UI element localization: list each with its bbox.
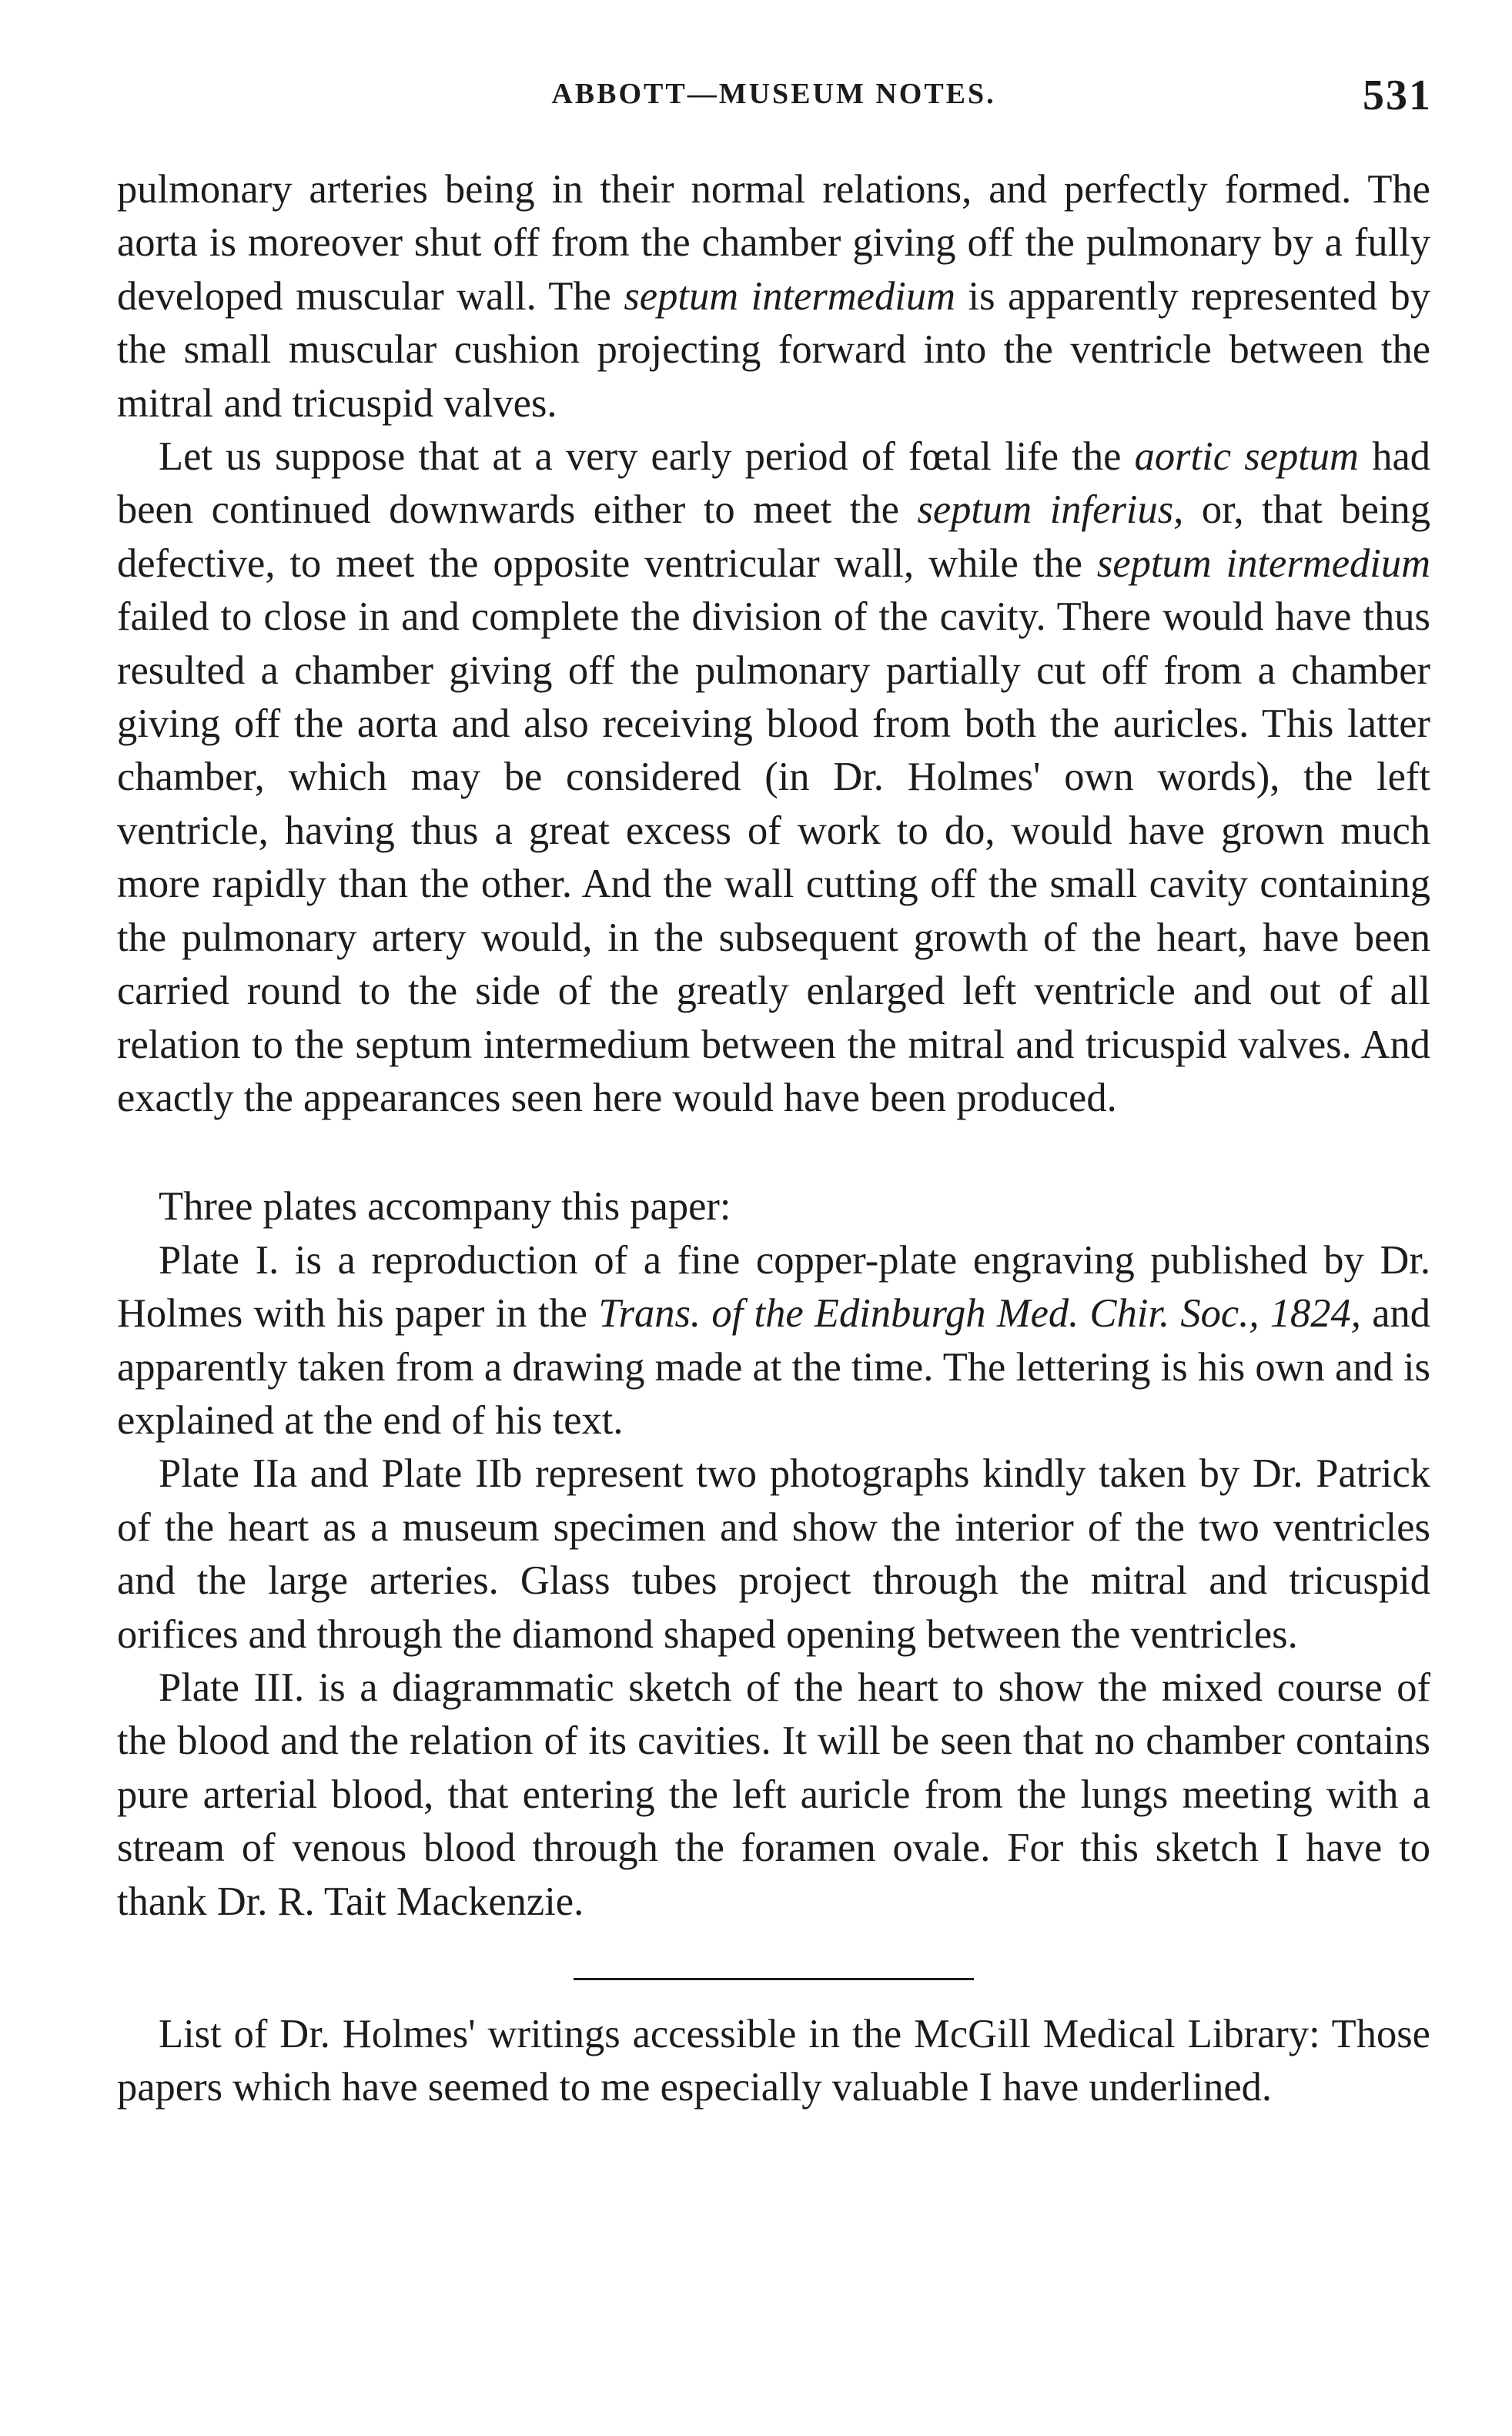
running-title: ABBOTT—MUSEUM NOTES. xyxy=(551,78,996,110)
paragraph-writings-list: List of Dr. Holmes' writings accessible in the McGill Medical Library: Those papers which have seemed to me especially valuable I have underlined. xyxy=(117,2012,1430,2110)
running-head xyxy=(115,71,1432,125)
text-run: or, that being defective, to meet the opposite ventricular wall, while the xyxy=(117,487,1431,586)
italic-term: septum inferius, xyxy=(917,487,1184,533)
italic-term: aortic septum xyxy=(1134,434,1359,480)
paragraph-plates-intro: Three plates accompany this paper: xyxy=(159,1184,731,1230)
text-run: pulmonary arteries being in their normal relations, and perfectly formed. The aorta is moreover shut off from the chamber giving off the pulmonary by a fully developed muscular wall. The xyxy=(117,167,1430,319)
text-run: failed to close in and complete the division of the cavity. There would have thus resulted a chamber giving off the pulmonary partially cut off from a chamber giving off the aorta and also receiving blood from both the auricles. This latter chamber, which may be considered (in Dr. Holmes' own words), the left ventricle, having thus a great excess of work to do, would have grown much more rapidly than the other. And the wall cutting off the small cavity containing the pulmonary artery would, in the subsequent growth of the heart, have been carried round to the side of the greatly enlarged left ventricle and out of all relation to the septum intermedium between the mitral and tricuspid valves. And exactly the appearances seen here would have been produced. xyxy=(117,594,1430,1120)
body-text xyxy=(117,163,1430,2115)
paragraph-continuation xyxy=(117,163,1430,430)
section-divider xyxy=(574,1978,974,1980)
italic-term: septum intermedium xyxy=(624,273,955,319)
paragraph-plate-2: Plate IIa and Plate IIb represent two photographs kindly taken by Dr. Patrick of the heart as a museum specimen and show the interior of the two ventricles and the large arteries. Glass tubes project through the mitral and tricuspid orifices and through the diamond shaped opening between the ventricles. xyxy=(117,1451,1430,1657)
paragraph-plate-3: Plate III. is a diagrammatic sketch of the heart to show the mixed course of the blood and the relation of its cavities. It will be seen that no chamber contains pure arterial blood, that entering the left auricle from the lungs meeting with a stream of venous blood through the foramen ovale. For this sketch I have to thank Dr. R. Tait Mackenzie. xyxy=(117,1665,1430,1924)
paragraph-plate-1 xyxy=(117,1234,1430,1448)
text-run: Let us suppose that at a very early period of fœtal life the xyxy=(159,434,1135,480)
italic-term: septum intermedium xyxy=(1096,540,1430,586)
text-run: and apparently taken from a drawing made at the time. The lettering is his own and is explained at the end of his text. xyxy=(117,1291,1431,1443)
page-number: 531 xyxy=(1363,72,1432,119)
text-run: had been continued downwards either to meet the xyxy=(117,434,1430,533)
paragraph-hypothesis xyxy=(117,430,1430,1125)
italic-citation: Trans. of the Edinburgh Med. Chir. Soc., 1824, xyxy=(598,1291,1361,1337)
text-run: is apparently represented by the small muscular cushion projecting forward into the ventricle between the mitral and tricuspid valves. xyxy=(117,273,1430,426)
text-run: Plate I. is a reproduction of a fine copper-plate engraving published by Dr. Holmes with his paper in the xyxy=(117,1237,1430,1337)
